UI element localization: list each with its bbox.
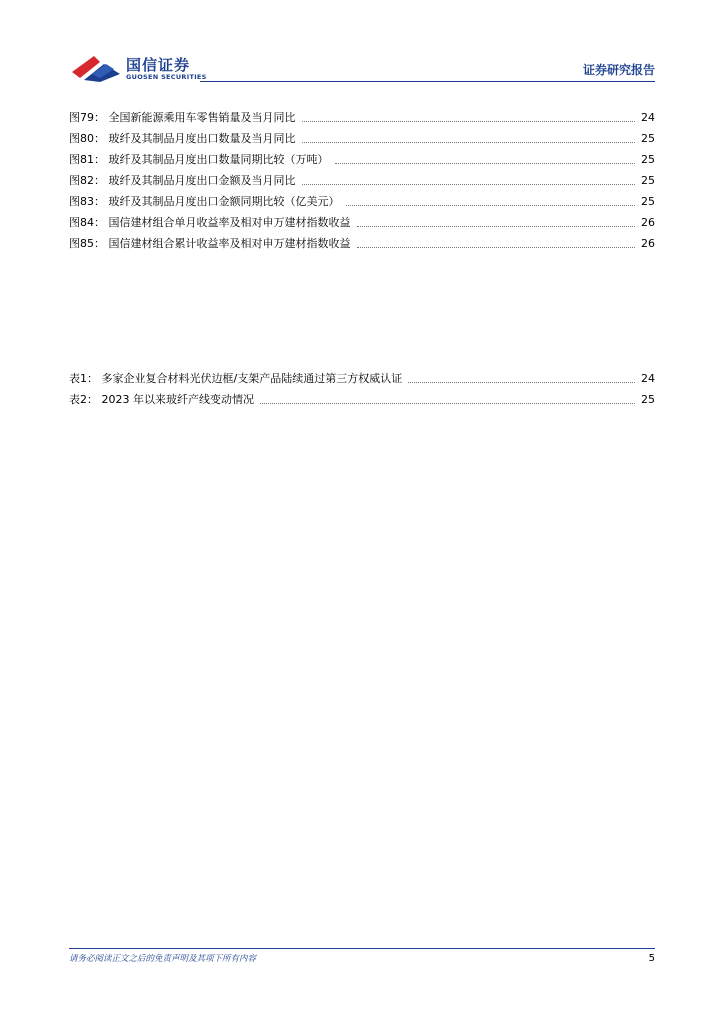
header-divider [200,81,655,82]
toc-entry-figure[interactable] [69,145,655,166]
page-header [0,0,724,86]
toc-entry-page: 26 [641,237,655,250]
report-type-label: 证券研究报告 [582,63,655,77]
page-number: 5 [648,953,655,964]
toc-entry-label: 图79： 全国新能源乘用车零售销量及当月同比 [69,111,296,124]
toc-entry-page: 25 [641,174,655,187]
toc-leader-dots [302,174,636,185]
footer-divider [69,948,655,949]
toc-entry-label: 图83： 玻纤及其制品月度出口金额同期比较（亿美元） [69,195,340,208]
toc-entry-page: 25 [641,393,655,406]
toc-leader-dots [357,237,636,248]
tables-toc [69,364,655,406]
logo-chinese-name: 国信证券 [126,56,191,74]
footer-disclaimer: 请务必阅读正文之后的免责声明及其项下所有内容 [69,954,257,964]
toc-leader-dots [357,216,636,227]
figures-toc [69,103,655,250]
toc-leader-dots [260,393,635,404]
toc-entry-table[interactable] [69,364,655,385]
toc-entry-label: 图80： 玻纤及其制品月度出口数量及当月同比 [69,132,296,145]
toc-entry-page: 25 [641,132,655,145]
toc-entry-page: 25 [641,195,655,208]
guosen-logo-mark-icon [70,52,122,84]
toc-leader-dots [335,153,636,164]
toc-entry-figure[interactable] [69,124,655,145]
toc-entry-label: 图84： 国信建材组合单月收益率及相对申万建材指数收益 [69,216,351,229]
toc-entry-figure[interactable] [69,229,655,250]
toc-leader-dots [346,195,636,206]
toc-entry-label: 图82： 玻纤及其制品月度出口金额及当月同比 [69,174,296,187]
toc-entry-page: 25 [641,153,655,166]
logo-english-name: GUOSEN SECURITIES [126,73,207,81]
toc-entry-figure[interactable] [69,166,655,187]
guosen-logo [70,52,207,84]
toc-entry-table[interactable] [69,385,655,406]
toc-leader-dots [408,372,635,383]
toc-entry-figure[interactable] [69,208,655,229]
toc-entry-page: 24 [641,111,655,124]
toc-entry-figure[interactable] [69,103,655,124]
toc-leader-dots [302,132,636,143]
toc-entry-page: 24 [641,372,655,385]
toc-entry-page: 26 [641,216,655,229]
toc-entry-label: 图81： 玻纤及其制品月度出口数量同期比较（万吨） [69,153,329,166]
toc-leader-dots [302,111,636,122]
toc-entry-label: 表2： 2023 年以来玻纤产线变动情况 [69,393,254,406]
toc-entry-figure[interactable] [69,187,655,208]
toc-entry-label: 表1： 多家企业复合材料光伏边框/支架产品陆续通过第三方权威认证 [69,372,403,385]
toc-entry-label: 图85： 国信建材组合累计收益率及相对申万建材指数收益 [69,237,351,250]
